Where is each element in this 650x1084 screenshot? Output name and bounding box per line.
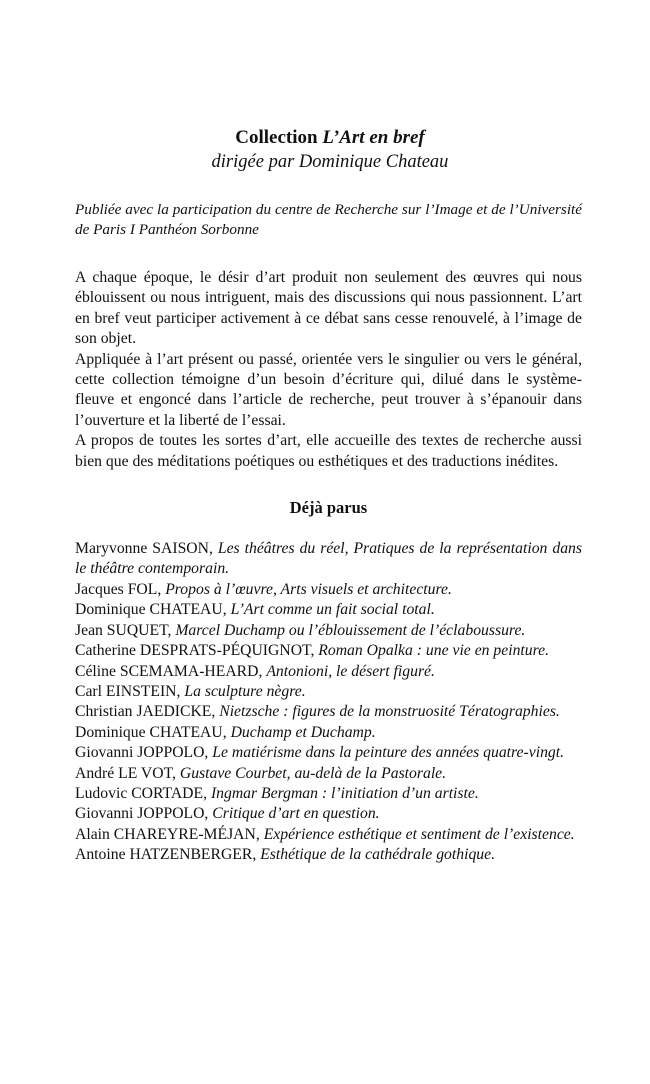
series-introduction <box>75 268 582 472</box>
series-title-prefix: Collection <box>235 127 323 148</box>
book-title: Gustave Courbet, au-delà de la Pastorale. <box>179 764 447 782</box>
book-entry <box>75 702 582 722</box>
book-title: Le matiérisme dans la peinture des années quatre-vingt. <box>212 744 565 762</box>
book-entry <box>75 743 582 763</box>
intro-paragraph: Appliquée à l’art présent ou passé, orientée vers le singulier ou vers le général, cette collection témoigne d’un besoin d’écriture qui, dilué dans le système-fleuve et engoncé dans l’article de recherche, peut trouver à s’épanouir dans l’ouverture et la liberté de l’essai. <box>75 350 582 429</box>
book-title: Marcel Duchamp ou l’éblouissement de l’éclaboussure. <box>175 621 526 639</box>
book-entry <box>75 539 582 580</box>
book-author: Jean SUQUET, <box>75 621 176 639</box>
book-author: Carl EINSTEIN, <box>75 682 185 700</box>
book-author: André LE VOT, <box>75 764 180 782</box>
book-title: Les théâtres du réel, Pratiques de la représentation dans le théâtre contemporain. <box>75 540 582 578</box>
partner-note: Publiée avec la participation du centre de Recherche sur l’Image et de l’Université de Paris I Panthéon Sorbonne <box>75 201 582 238</box>
book-title: Nietzsche : figures de la monstruosité Tératographies. <box>219 703 560 721</box>
series-header <box>78 126 582 174</box>
book-title: Duchamp et Duchamp. <box>230 723 376 741</box>
book-entry <box>75 662 582 682</box>
book-entry <box>75 723 582 743</box>
book-title: Propos à l’œuvre, Arts visuels et architecture. <box>165 580 452 598</box>
book-author: Giovanni JOPPOLO, <box>75 805 213 823</box>
book-entry <box>75 764 582 784</box>
book-title: Ingmar Bergman : l’initiation d’un artiste. <box>210 784 479 802</box>
book-title: Expérience esthétique et sentiment de l’existence. <box>263 825 575 843</box>
book-entry <box>75 580 582 600</box>
book-author: Antoine HATZENBERGER, <box>75 846 261 864</box>
book-author: Ludovic CORTADE, <box>75 784 211 802</box>
book-entry <box>75 600 582 620</box>
book-title: Esthétique de la cathédrale gothique. <box>260 846 496 864</box>
intro-paragraph: A propos de toutes les sortes d’art, elle accueille des textes de recherche aussi bien que des méditations poétiques ou esthétiques et des traductions inédites. <box>75 432 582 470</box>
book-title: L’Art comme un fait social total. <box>230 601 435 619</box>
published-heading: Déjà parus <box>289 498 368 518</box>
book-entry <box>75 845 582 865</box>
book-entry <box>75 682 582 702</box>
series-title <box>78 126 582 150</box>
book-title: Roman Opalka : une vie en peinture. <box>318 642 550 660</box>
book-author: Catherine DESPRATS-PÉQUIGNOT, <box>75 642 319 660</box>
book-author: Giovanni JOPPOLO, <box>75 744 213 762</box>
book-author: Dominique CHATEAU, <box>75 723 231 741</box>
published-books-list <box>75 539 582 866</box>
book-title: Critique d’art en question. <box>212 805 380 823</box>
book-title: La sculpture nègre. <box>184 682 306 700</box>
book-page <box>75 126 582 881</box>
book-author: Christian JAEDICKE, <box>75 703 220 721</box>
series-name: L’Art en bref <box>322 127 425 148</box>
series-editor: dirigée par Dominique Chateau <box>211 152 449 172</box>
book-author: Maryvonne SAISON, <box>75 540 218 558</box>
book-author: Dominique CHATEAU, <box>75 601 231 619</box>
book-entry <box>75 621 582 641</box>
book-author: Alain CHAREYRE-MÉJAN, <box>75 825 264 843</box>
intro-paragraph: A chaque époque, le désir d’art produit non seulement des œuvres qui nous éblouissent ou nous intriguent, mais des discussions qui nous passionnent. L’art en bref veut participer activement à ce débat sans cesse renouvelé, à l’image de son objet. <box>75 269 582 348</box>
book-title: Antonioni, le désert figuré. <box>266 662 435 680</box>
book-entry <box>75 784 582 804</box>
book-entry <box>75 825 582 845</box>
book-entry <box>75 804 582 824</box>
book-author: Céline SCEMAMA-HEARD, <box>75 662 267 680</box>
book-entry <box>75 641 582 661</box>
book-author: Jacques FOL, <box>75 580 166 598</box>
